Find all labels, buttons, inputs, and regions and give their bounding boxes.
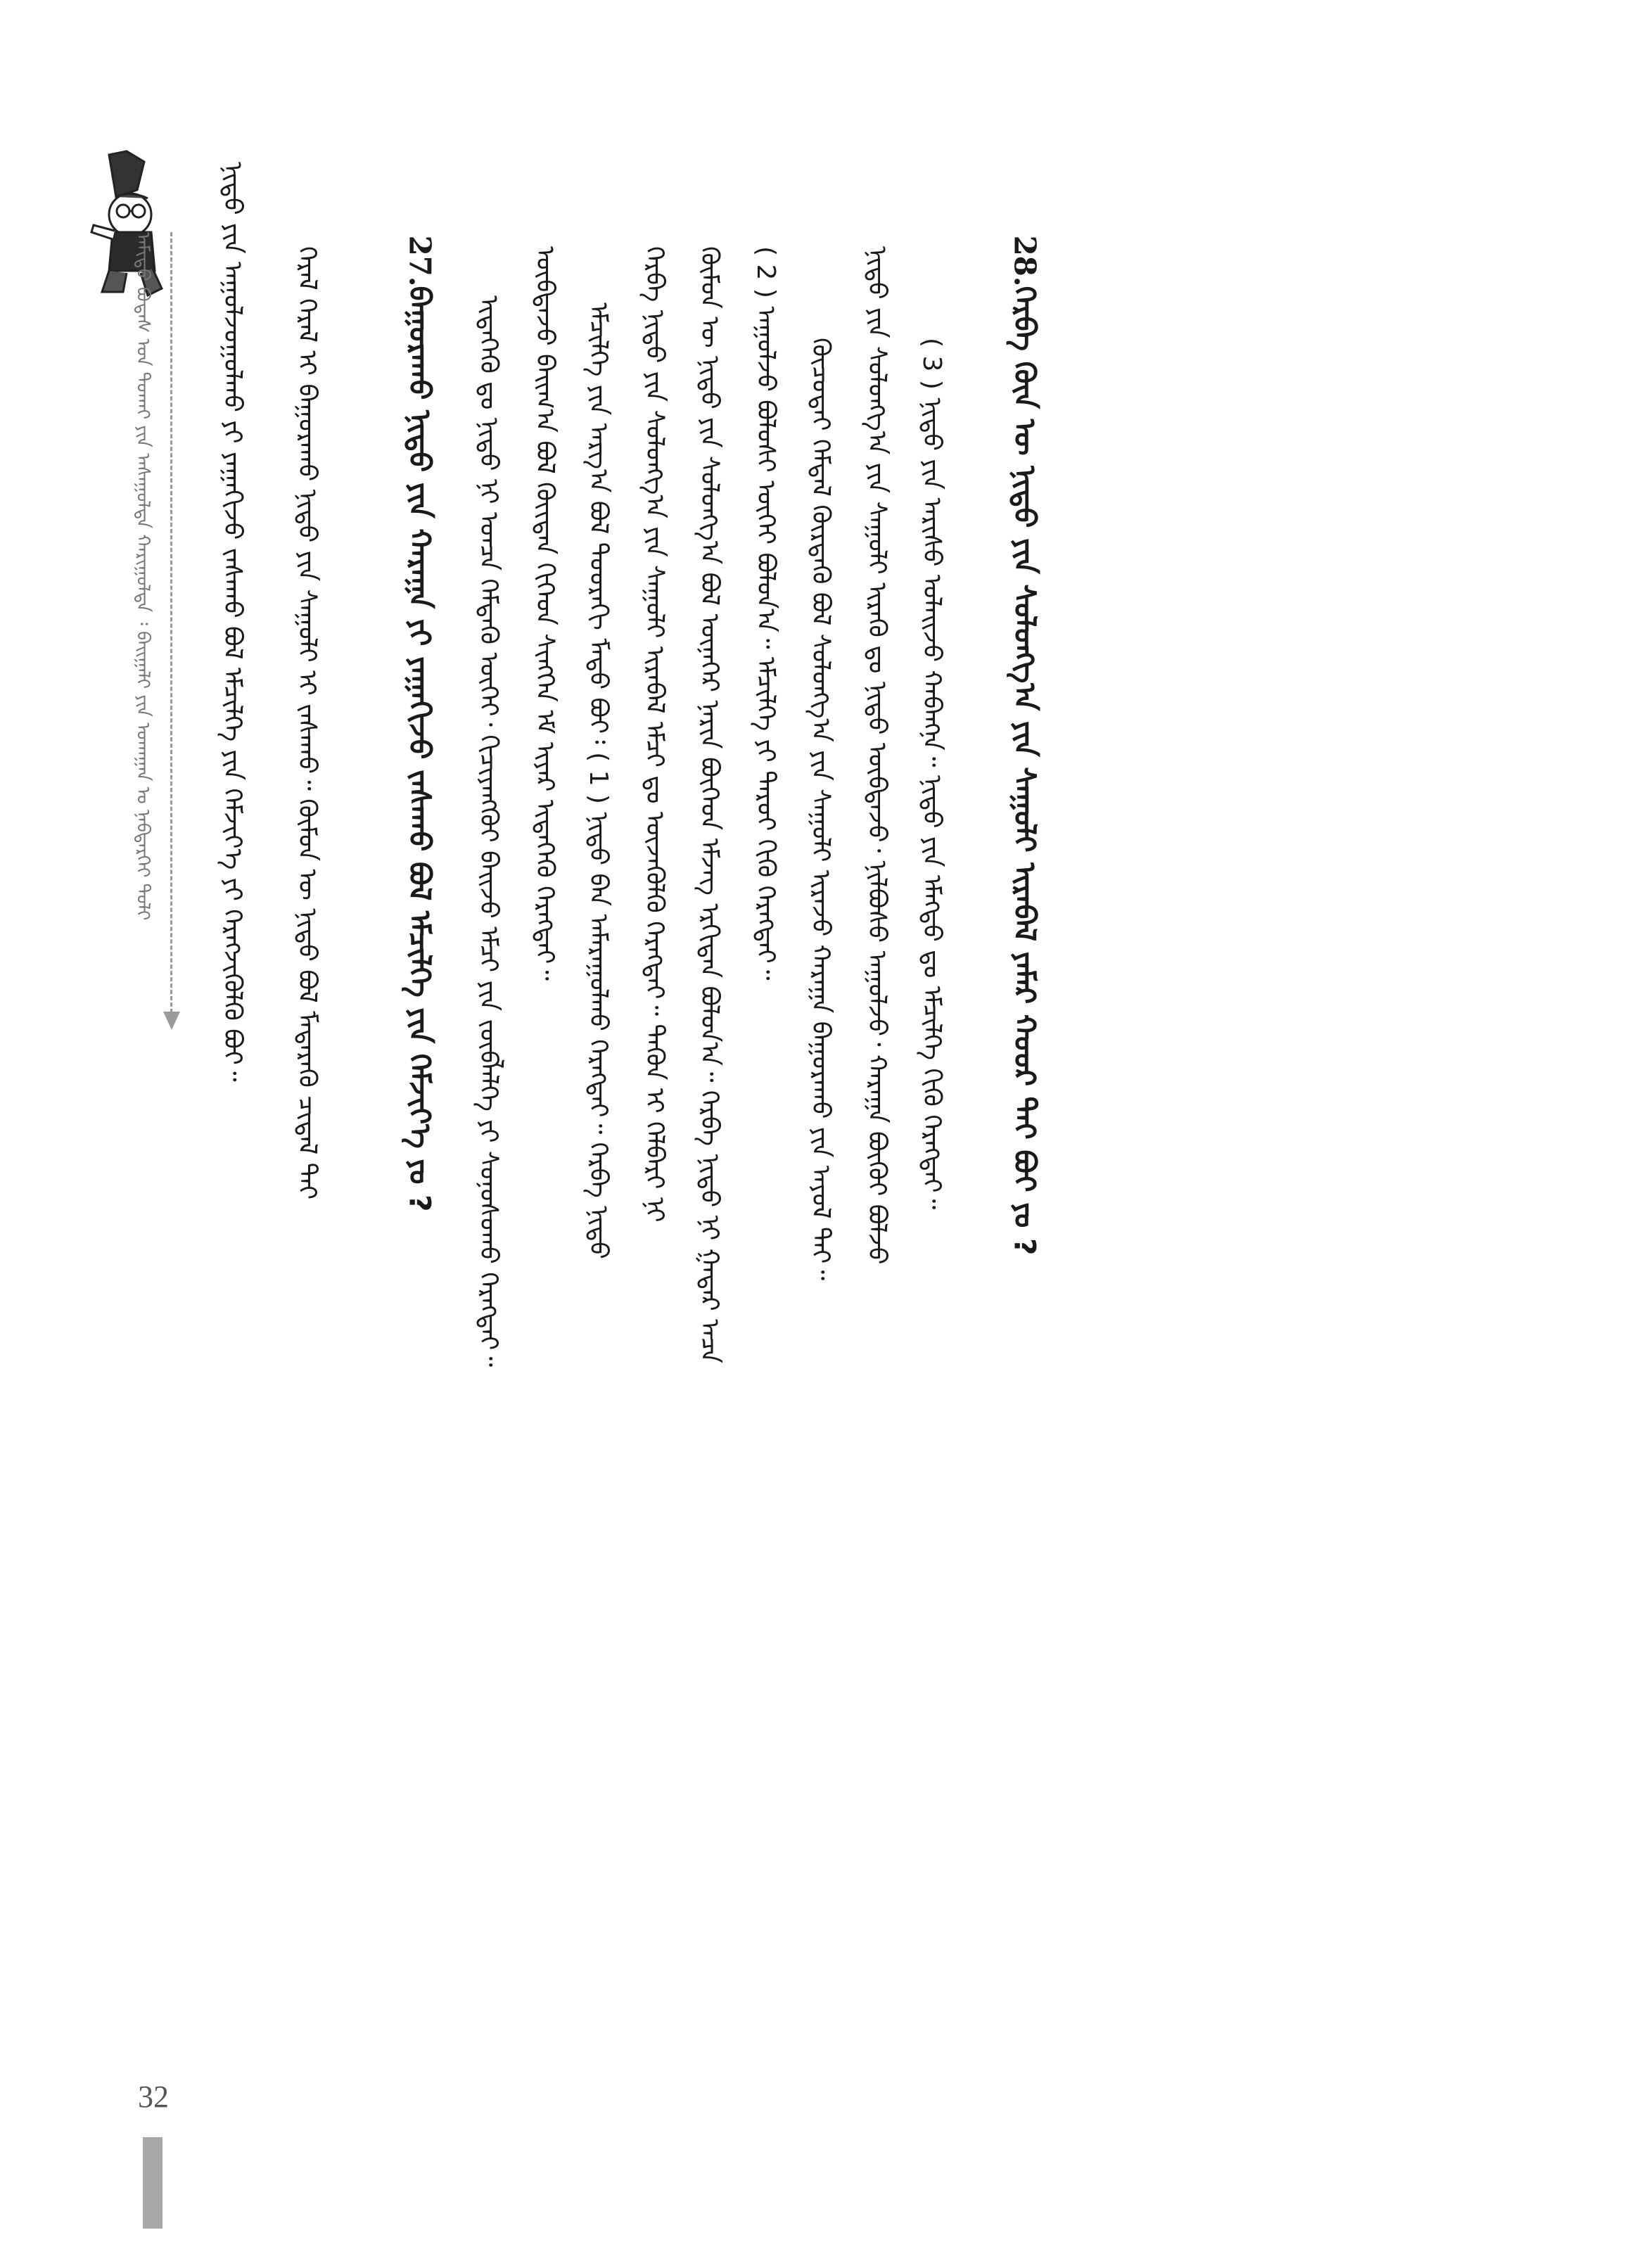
- page-edge-marker: [143, 2137, 163, 2229]
- q28-line-5: ᠬᠦᠮᠦᠨ ᠦ ᠨᠢᠳᠦ ᠶᠢᠨ ᠰᠣᠯᠣᠩᠭ᠎ᠠ ᠪᠣᠯ ᠦᠨᠡᠬᠡᠷ ᠨᠠᠷᠢᠨ ᠪᠥᠭᠡᠳ ᠡᠮᠵᠡᠭ ᠡᠷᠬᠢᠲᠡᠨ ᠪᠣᠯᠤᠨ᠎ᠠ᠃ ᠬᠡᠷᠪᠡ ᠨᠢᠳᠦ ᠨᠢ ᠭᠠᠳᠠᠷ ᠠᠴᠠ: [695, 246, 724, 1363]
- q27-line-2: ᠭᠡᠷᠡᠯ ᠭᠡᠷᠡᠯ ᠢ ᠪᠠᠭᠤᠷᠠᠬᠤ ᠨᠢᠳᠦ ᠶᠢᠨ ᠰᠠᠭᠤᠯᠢ ᠢ ᠵᠠᠰᠠᠬᠤ᠃ ᠬᠦᠮᠦᠨ ᠦ ᠨᠢᠳᠦ ᠪᠣᠯ ᠮᠡᠳᠡᠷᠡᠬᠦ ᠴᠢᠳᠠᠯ ᠲᠠᠢ: [293, 246, 321, 1200]
- q28-line-6: ᠬᠡᠷᠪᠡ ᠨᠢᠳᠦ ᠶᠢᠨ ᠰᠣᠯᠣᠩᠭ᠎ᠠ ᠶᠢᠨ ᠰᠠᠭᠤᠯᠢ ᠢᠷᠡᠪᠡᠯ ᠡᠮᠴᠢ ᠳᠤ ᠦᠵᠡᠭᠦᠯᠬᠦ ᠬᠡᠷᠡᠭᠲᠡᠢ᠃ ᠲᠡᠭᠦᠨ ᠢ ᠬᠡᠯᠪᠡᠷᠢ ᠨᠢ: [640, 246, 669, 1223]
- page-number: 32: [138, 2079, 169, 2114]
- q28-line-2: ᠨᠢᠳᠦ ᠶᠢᠨ ᠰᠣᠯᠣᠩᠭ᠎ᠠ ᠶᠢᠨ ᠰᠠᠭᠤᠯᠢ ᠢᠷᠡᠬᠦ ᠳᠤ ᠨᠢᠳᠦ ᠥᠪᠳᠡᠵᠦ᠂ ᠨᠢᠯᠪᠤᠰᠤ ᠠᠭᠤᠯᠵᠤ᠂ ᠬᠠᠷᠠᠭᠠ ᠪᠥᠬᠦᠢ ᠪᠣᠯᠵᠤ: [862, 246, 891, 1265]
- running-header: ᠠᠮᠢᠳᠤ ᠪᠣᠳᠠᠰ ᠤᠨ ᠲᠣᠬᠠᠢ ᠶᠢᠨ ᠠᠰᠠᠭᠤᠯᠲᠠ ᠬᠠᠷᠢᠭᠤᠯᠲᠠ ᠄ ᠪᠠᠢᠭᠠᠯᠢ ᠶᠢᠨ ᠤᠬᠠᠭᠠᠨ ᠤ ᠨᠡᠪᠲᠡᠷᠬᠡᠢ ᠲᠣᠯᠢ: [132, 232, 153, 921]
- q28-line-1: ( 3 ) ᠨᠢᠳᠦ ᠶᠢᠨ ᠠᠷᠢᠰᠤ ᠤᠯᠠᠢᠵᠤ ᠬᠠᠪᠠᠩᠨᠠ᠃ ᠨᠢᠳᠦ ᠶᠢᠨ ᠡᠮᠡᠭᠲᠦ ᠳᠤ ᠡᠮᠴᠢᠯᠭᠡ ᠬᠢᠬᠦ ᠬᠡᠷᠡᠭᠲᠡᠢ᠃: [917, 338, 946, 1210]
- q28-number: 28.: [1007, 235, 1043, 287]
- q28-heading: [999, 235, 1050, 1702]
- cartoon-mascot-illustration: [88, 148, 169, 299]
- q28-line-7: ᠡᠮᠴᠢᠯᠭᠡ ᠶᠢᠨ ᠠᠷᠭ᠎ᠠ ᠪᠣᠯ ᠳᠣᠣᠷᠠᠬᠢ ᠮᠡᠲᠦ ᠪᠣᠢ᠄ ( 1 ) ᠨᠢᠳᠦ ᠪᠡᠨ ᠠᠮᠠᠷᠠᠭᠤᠯᠬᠤ ᠬᠡᠷᠡᠭᠲᠡᠢ᠃ ᠬᠡᠷᠪᠡ ᠨᠢᠳᠦ: [584, 302, 613, 1259]
- q27-heading: [394, 235, 445, 1688]
- q28-line-4: ( 2 ) ᠠᠭᠤᠯᠵᠤ ᠪᠣᠯᠤᠰᠢ ᠦᠭᠡᠢ ᠪᠣᠯᠤᠨ᠎ᠠ᠃ ᠡᠮᠴᠢᠯᠭᠡ ᠶᠢ ᠳᠠᠷᠤᠢ ᠬᠢᠬᠦ ᠬᠡᠷᠡᠭᠲᠡᠢ᠃: [751, 246, 780, 981]
- q28-line-8: ᠥᠪᠳᠡᠵᠦ ᠪᠠᠢᠭ᠎ᠠ ᠪᠣᠯ ᠬᠦᠢᠲᠡᠨ ᠬᠢᠭᠡᠳ ᠰᠢᠩᠭᠡᠨ ᠡᠮ ᠢᠶᠡᠷ ᠢᠳᠡᠭᠡᠬᠦ ᠬᠡᠷᠡᠭᠲᠡᠢ᠃: [530, 246, 559, 981]
- q28-line-3: ᠬᠦᠴᠦᠲᠡᠢ ᠭᠡᠮᠳᠡᠯ ᠬᠦᠷᠲᠡᠬᠦ ᠪᠣᠯ ᠰᠣᠯᠣᠩᠭ᠎ᠠ ᠶᠢᠨ ᠰᠠᠭᠤᠯᠢ ᠢᠷᠡᠵᠦ ᠬᠠᠷᠠᠭᠠ ᠪᠠᠭᠤᠷᠠᠬᠤ ᠶᠢᠨ ᠠᠶᠤᠯ ᠲᠠᠢ᠃: [806, 338, 835, 1281]
- q27-line-1: ᠨᠢᠳᠦ ᠶᠢᠨ ᠠᠭᠤᠯᠵᠤᠭᠤᠯᠬᠤ ᠶᠢ ᠶᠠᠭᠠᠬᠢᠵᠤ ᠵᠠᠰᠠᠬᠤ ᠪᠣᠯ ᠡᠮᠴᠢᠯᠭᠡ ᠶᠢᠨ ᠬᠡᠮᠵᠢᠶ᠎ᠡ ᠶᠢ ᠬᠡᠷᠡᠭᠵᠢᠭᠦᠯᠬᠦ ᠪᠣᠢ᠃: [218, 162, 247, 1082]
- header-divider-line: [170, 232, 172, 1013]
- q28-title: ᠬᠡᠷᠪᠡ ᠬᠦᠨ ᠦ ᠨᠢᠳᠦ ᠶᠢᠨ ᠰᠣᠯᠣᠩᠭ᠎ᠠ ᠶᠢᠨ ᠰᠠᠭᠤᠯᠢ ᠢᠷᠡᠪᠡᠯ ᠶᠠᠮᠠᠷ ᠬᠣᠣᠷ ᠲᠠᠢ ᠪᠣᠢ ᠶᠣ ?: [1007, 286, 1043, 1256]
- triangle-arrow-icon: [163, 1012, 180, 1030]
- q27-number: 27.: [402, 235, 438, 287]
- q27-title: ᠪᠠᠭᠤᠷᠠᠬᠤ ᠨᠢᠳᠦ ᠶᠢᠨ ᠬᠠᠷᠠᠭᠠ ᠶᠢ ᠶᠠᠭᠠᠬᠢᠵᠤ ᠵᠠᠰᠠᠬᠤ ᠪᠣᠯ ᠡᠮᠴᠢᠯᠭᠡ ᠶᠢᠨ ᠬᠡᠮᠵᠢᠶ᠎ᠡ ᠶᠣ ?: [402, 286, 438, 1212]
- q28-line-9: ᠢᠳᠡᠭᠡᠬᠦ ᠳᠤ ᠨᠢᠳᠦ ᠨᠢ ᠣᠨᠴᠠ ᠭᠡᠮᠲᠡᠬᠦ ᠦᠭᠡᠢ᠂ ᠬᠢᠴᠢᠶᠡᠩᠭᠦᠢ ᠪᠠᠢᠵᠤ ᠡᠮᠴᠢ ᠶᠢᠨ ᠵᠥᠪᠯᠡᠯᠭᠡ ᠶᠢ ᠰᠣᠨᠣᠰᠣᠬᠤ ᠬᠡᠷᠡᠭᠲᠡᠢ᠃: [474, 295, 503, 1368]
